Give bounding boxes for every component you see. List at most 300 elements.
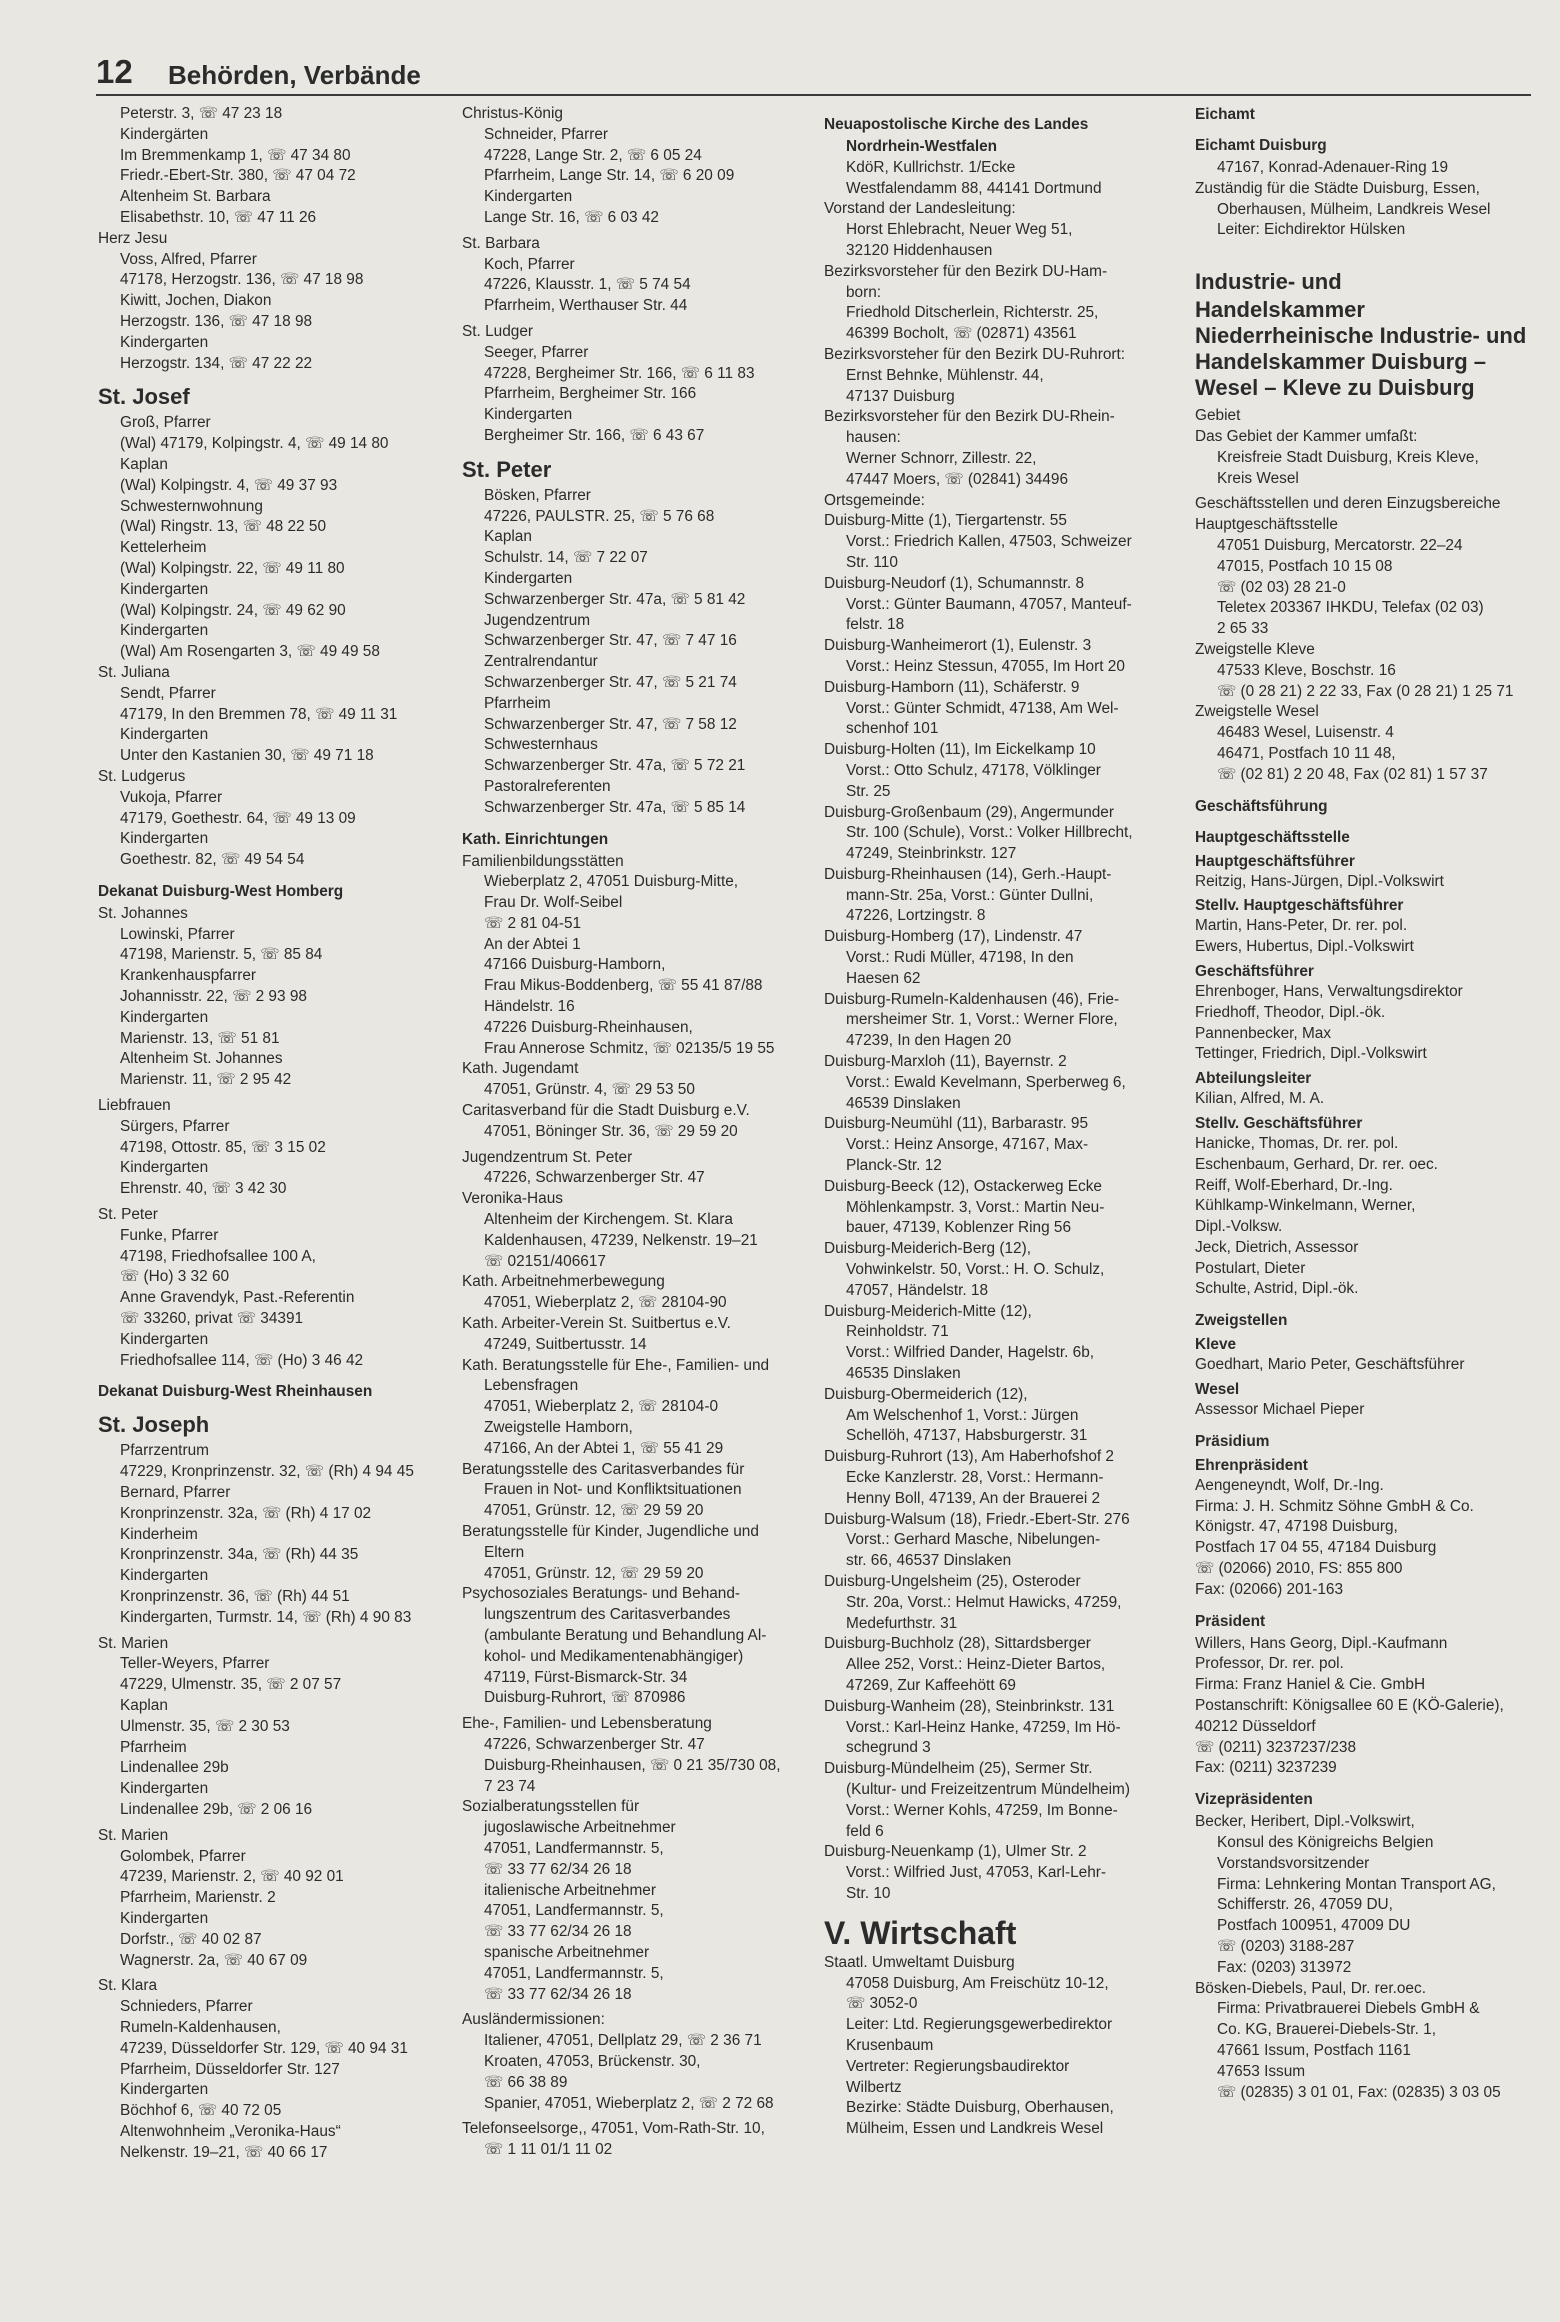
entry-line: KdöR, Kullrichstr. 1/Ecke <box>846 158 1016 176</box>
subsection-heading: Dekanat Duisburg-West Rheinhausen <box>98 1383 373 1401</box>
entry-line: 47653 Issum <box>1217 2062 1306 2080</box>
entry-line: str. 66, 46537 Dinslaken <box>846 1552 1012 1570</box>
entry-line: 47228, Bergheimer Str. 166, ☏ 6 11 83 <box>484 364 755 382</box>
entry-line: Schwarzenberger Str. 47a, ☏ 5 72 21 <box>484 757 746 775</box>
entry-line: Postfach 100951, 47009 DU <box>1217 1917 1411 1935</box>
entry-line: Vorst.: Ewald Kevelmann, Sperberweg 6, <box>846 1073 1126 1091</box>
entry-line: Str. 100 (Schule), Vorst.: Volker Hillbrecht, <box>846 824 1133 842</box>
entry-line: Familienbildungsstätten <box>462 852 624 870</box>
entry-line: Kath. Arbeitnehmerbewegung <box>462 1273 665 1291</box>
entry-line: Vorst.: Heinz Stessun, 47055, Im Hort 20 <box>846 657 1125 675</box>
entry-line: italienische Arbeitnehmer <box>484 1881 656 1899</box>
entry-line: ☏ (02 03) 28 21-0 <box>1217 578 1346 596</box>
subsection-heading: Hauptgeschäftsführer <box>1195 852 1355 870</box>
entry-line: Bezirke: Städte Duisburg, Oberhausen, <box>846 2099 1114 2117</box>
entry-line: Seeger, Pfarrer <box>484 343 589 361</box>
entry-line: Duisburg-Neuenkamp (1), Ulmer Str. 2 <box>824 1843 1087 1861</box>
entry-line: 47179, Goethestr. 64, ☏ 49 13 09 <box>120 809 356 827</box>
entry-line: Bergheimer Str. 166, ☏ 6 43 67 <box>484 426 705 444</box>
entry-line: ☏ (02 81) 2 20 48, Fax (02 81) 1 57 37 <box>1217 765 1488 783</box>
entry-line: Friedhoff, Theodor, Dipl.-ök. <box>1195 1003 1386 1021</box>
entry-line: Tettinger, Friedrich, Dipl.-Volkswirt <box>1195 1045 1427 1063</box>
entry-line: St. Johannes <box>98 904 188 922</box>
entry-line: Goethestr. 82, ☏ 49 54 54 <box>120 851 305 869</box>
entry-line: (Wal) Am Rosengarten 3, ☏ 49 49 58 <box>120 643 380 661</box>
entry-line: ☏ 66 38 89 <box>484 2073 568 2091</box>
entry-line: Telefonseelsorge,, 47051, Vom-Rath-Str. 10, <box>462 2120 765 2138</box>
chamber-heading: Wesel – Kleve zu Duisburg <box>1195 375 1475 401</box>
entry-line: Groß, Pfarrer <box>120 414 211 432</box>
entry-line: Postfach 17 04 55, 47184 Duisburg <box>1195 1539 1437 1557</box>
entry-line: 47051, Grünstr. 12, ☏ 29 59 20 <box>484 1502 704 1520</box>
entry-line: (ambulante Beratung und Behandlung Al- <box>484 1626 767 1644</box>
entry-line: Vorst.: Rudi Müller, 47198, In den <box>846 949 1074 967</box>
entry-line: Frau Annerose Schmitz, ☏ 02135/5 19 55 <box>484 1039 775 1057</box>
entry-line: Böchhof 6, ☏ 40 72 05 <box>120 2102 282 2120</box>
entry-line: Kindergarten <box>120 622 209 640</box>
entry-line: ☏ (0211) 3237237/238 <box>1195 1738 1357 1756</box>
entry-line: (Wal) 47179, Kolpingstr. 4, ☏ 49 14 80 <box>120 435 389 453</box>
entry-line: ☏ (Ho) 3 32 60 <box>120 1268 230 1286</box>
entry-line: Vorst.: Otto Schulz, 47178, Völklinger <box>846 761 1101 779</box>
entry-line: Jugendzentrum <box>484 611 591 629</box>
entry-line: Liebfrauen <box>98 1097 171 1115</box>
entry-line: Duisburg-Ruhrort (13), Am Haberhofshof 2 <box>824 1448 1114 1466</box>
column-4 <box>1195 104 1540 2103</box>
entry-line: Lange Str. 16, ☏ 6 03 42 <box>484 208 659 226</box>
subsection-heading: Stellv. Geschäftsführer <box>1195 1114 1363 1132</box>
subsection-heading: Vizepräsidenten <box>1195 1791 1313 1809</box>
entry-line: Funke, Pfarrer <box>120 1226 219 1244</box>
entry-line: Duisburg-Wanheimerort (1), Eulenstr. 3 <box>824 637 1092 655</box>
entry-line: Unter den Kastanien 30, ☏ 49 71 18 <box>120 747 374 765</box>
entry-line: Staatl. Umweltamt Duisburg <box>824 1953 1015 1971</box>
entry-line: ☏ 33 77 62/34 26 18 <box>484 1923 632 1941</box>
entry-line: An der Abtei 1 <box>484 935 581 953</box>
entry-line: Duisburg-Neumühl (11), Barbarastr. 95 <box>824 1115 1089 1133</box>
entry-line: Bezirksvorsteher für den Bezirk DU-Ham- <box>824 262 1108 280</box>
entry-line: Postanschrift: Königsallee 60 E (KÖ-Galerie), <box>1195 1697 1504 1715</box>
entry-line: Pfarrheim, Werthauser Str. 44 <box>484 297 688 315</box>
entry-line: Bernard, Pfarrer <box>120 1484 231 1502</box>
entry-line: Kindergarten <box>120 1909 209 1927</box>
entry-line: (Wal) Kolpingstr. 22, ☏ 49 11 80 <box>120 559 345 577</box>
entry-line: Sendt, Pfarrer <box>120 684 216 702</box>
entry-line: 47228, Lange Str. 2, ☏ 6 05 24 <box>484 146 702 164</box>
spacer <box>1195 241 1540 261</box>
entry-line: 46471, Postfach 10 11 48, <box>1217 744 1396 762</box>
chamber-heading: Industrie- und <box>1195 269 1342 295</box>
entry-line: Duisburg-Neudorf (1), Schumannstr. 8 <box>824 574 1085 592</box>
entry-line: Vorst.: Karl-Heinz Hanke, 47259, Im Hö- <box>846 1718 1121 1736</box>
entry-line: felstr. 18 <box>846 616 905 634</box>
entry-line: Duisburg-Ungelsheim (25), Osteroder <box>824 1572 1081 1590</box>
entry-line: Kindergarten <box>120 580 209 598</box>
entry-line: Kath. Beratungsstelle für Ehe-, Familien- und <box>462 1356 770 1374</box>
entry-line: Kreisfreie Stadt Duisburg, Kreis Kleve, <box>1217 448 1479 466</box>
entry-line: 47051, Grünstr. 12, ☏ 29 59 20 <box>484 1564 704 1582</box>
entry-line: Konsul des Königreichs Belgien <box>1217 1834 1434 1852</box>
entry-line: 47226 Duisburg-Rheinhausen, <box>484 1018 693 1036</box>
entry-line: Geschäftsstellen und deren Einzugsbereiche <box>1195 495 1501 513</box>
entry-line: Pfarrheim, Bergheimer Str. 166 <box>484 385 697 403</box>
entry-line: 47533 Kleve, Boschstr. 16 <box>1217 661 1396 679</box>
entry-line: Kühlkamp-Winkelmann, Werner, <box>1195 1197 1416 1215</box>
entry-line: kohol- und Medikamentenabhängiger) <box>484 1647 744 1665</box>
entry-line: 47051, Wieberplatz 2, ☏ 28104-90 <box>484 1294 727 1312</box>
entry-line: Pfarrheim <box>484 694 551 712</box>
entry-line: Horst Ehlebracht, Neuer Weg 51, <box>846 221 1073 239</box>
entry-line: Duisburg-Walsum (18), Friedr.-Ebert-Str. 276 <box>824 1510 1130 1528</box>
entry-line: Altenheim St. Barbara <box>120 188 271 206</box>
entry-line: Zweigstelle Hamborn, <box>484 1419 633 1437</box>
entry-line: Golombek, Pfarrer <box>120 1847 246 1865</box>
entry-line: Assessor Michael Pieper <box>1195 1401 1365 1419</box>
entry-line: Sürgers, Pfarrer <box>120 1117 230 1135</box>
entry-line: Beratungsstelle des Caritasverbandes für <box>462 1460 745 1478</box>
entry-line: Str. 25 <box>846 782 891 800</box>
entry-line: Bezirksvorsteher für den Bezirk DU-Rhein- <box>824 408 1115 426</box>
entry-line: Das Gebiet der Kammer umfaßt: <box>1195 427 1418 445</box>
entry-line: Kaplan <box>120 1696 168 1714</box>
entry-line: Möhlenkampstr. 3, Vorst.: Martin Neu- <box>846 1198 1105 1216</box>
entry-line: Kroaten, 47053, Brückenstr. 30, <box>484 2052 701 2070</box>
entry-line: Oberhausen, Mülheim, Landkreis Wesel <box>1217 200 1491 218</box>
entry-line: Pfarrheim, Marienstr. 2 <box>120 1889 276 1907</box>
entry-line: Duisburg-Buchholz (28), Sittardsberger <box>824 1635 1091 1653</box>
entry-line: Kindergarten <box>120 726 209 744</box>
entry-line: bauer, 47139, Koblenzer Ring 56 <box>846 1219 1072 1237</box>
section-heading: St. Josef <box>98 384 190 410</box>
entry-line: Ausländermissionen: <box>462 2011 605 2029</box>
entry-line: Ewers, Hubertus, Dipl.-Volkswirt <box>1195 938 1414 956</box>
entry-line: Anne Gravendyk, Past.-Referentin <box>120 1289 355 1307</box>
entry-line: Vorst.: Gerhard Masche, Nibelungen- <box>846 1531 1101 1549</box>
entry-line: Schnieders, Pfarrer <box>120 1998 253 2016</box>
entry-line: Kinderheim <box>120 1525 198 1543</box>
entry-line: St. Peter <box>98 1206 158 1224</box>
entry-line: Vertreter: Regierungsbaudirektor <box>846 2057 1070 2075</box>
subsection-heading: Kleve <box>1195 1336 1237 1354</box>
entry-line: St. Ludger <box>462 322 534 340</box>
entry-line: Kindergarten <box>120 830 209 848</box>
entry-line: Kronprinzenstr. 34a, ☏ (Rh) 44 35 <box>120 1546 359 1564</box>
subsection-heading: Geschäftsführung <box>1195 797 1328 815</box>
entry-line: Bösken, Pfarrer <box>484 486 591 504</box>
entry-line: 47051, Landfermannstr. 5, <box>484 1964 664 1982</box>
entry-line: Mülheim, Essen und Landkreis Wesel <box>846 2120 1104 2138</box>
entry-line: Kindergarten <box>120 1780 209 1798</box>
entry-line: (Wal) Kolpingstr. 24, ☏ 49 62 90 <box>120 601 346 619</box>
entry-line: Vorst.: Friedrich Kallen, 47503, Schweizer <box>846 533 1132 551</box>
entry-line: 47226, Lortzingstr. 8 <box>846 907 986 925</box>
entry-line: Planck-Str. 12 <box>846 1157 942 1175</box>
entry-line: 47051, Landfermannstr. 5, <box>484 1902 664 1920</box>
entry-line: Altenheim St. Johannes <box>120 1050 283 1068</box>
entry-line: Duisburg-Hamborn (11), Schäferstr. 9 <box>824 678 1080 696</box>
column-3 <box>824 104 1182 2140</box>
entry-line: Spanier, 47051, Wieberplatz 2, ☏ 2 72 68 <box>484 2094 774 2112</box>
entry-line: Hauptgeschäftsstelle <box>1195 516 1338 534</box>
entry-line: Firma: Franz Haniel & Cie. GmbH <box>1195 1676 1426 1694</box>
entry-line: Vorstandsvorsitzender <box>1217 1854 1370 1872</box>
entry-line: Kindergarten <box>120 333 209 351</box>
entry-line: Wilbertz <box>846 2078 902 2096</box>
entry-line: Schulte, Astrid, Dipl.-ök. <box>1195 1280 1359 1298</box>
entry-line: 47198, Ottostr. 85, ☏ 3 15 02 <box>120 1138 326 1156</box>
entry-line: Kindergarten <box>120 2081 209 2099</box>
entry-line: Kindergarten <box>484 569 573 587</box>
entry-line: Vorst.: Werner Kohls, 47259, Im Bonne- <box>846 1801 1118 1819</box>
entry-line: Frau Mikus-Boddenberg, ☏ 55 41 87/88 <box>484 977 763 995</box>
entry-line: Vukoja, Pfarrer <box>120 788 223 806</box>
page-header <box>96 52 1531 96</box>
entry-line: Lindenallee 29b <box>120 1759 229 1777</box>
entry-line: Co. KG, Brauerei-Diebels-Str. 1, <box>1217 2021 1436 2039</box>
entry-line: Professor, Dr. rer. pol. <box>1195 1655 1344 1673</box>
entry-line: Frauen in Not- und Konfliktsituationen <box>484 1481 742 1499</box>
entry-line: Schneider, Pfarrer <box>484 125 609 143</box>
section-heading: St. Joseph <box>98 1412 210 1438</box>
entry-line: Am Welschenhof 1, Vorst.: Jürgen <box>846 1406 1079 1424</box>
subsection-heading: Dekanat Duisburg-West Homberg <box>98 882 344 900</box>
entry-line: ☏ (0203) 3188-287 <box>1217 1938 1355 1956</box>
entry-line: Schifferstr. 26, 47059 DU, <box>1217 1896 1393 1914</box>
entry-line: schegrund 3 <box>846 1739 931 1757</box>
entry-line: Firma: Privatbrauerei Diebels GmbH & <box>1217 2000 1480 2018</box>
entry-line: Eschenbaum, Gerhard, Dr. rer. oec. <box>1195 1155 1438 1173</box>
subsection-heading: Eichamt <box>1195 106 1255 123</box>
entry-line: Werner Schnorr, Zillestr. 22, <box>846 449 1037 467</box>
entry-line: Kronprinzenstr. 32a, ☏ (Rh) 4 17 02 <box>120 1504 372 1522</box>
subsection-heading: Stellv. Hauptgeschäftsführer <box>1195 897 1404 915</box>
page-title: Behörden, Verbände <box>168 60 421 90</box>
entry-line: Christus-König <box>462 105 563 122</box>
entry-line: lungszentrum des Caritasverbandes <box>484 1606 731 1624</box>
entry-line: Friedhold Ditscherlein, Richterstr. 25, <box>846 304 1099 322</box>
entry-line: 47229, Kronprinzenstr. 32, ☏ (Rh) 4 94 45 <box>120 1463 414 1481</box>
entry-line: St. Juliana <box>98 663 170 681</box>
entry-line: 47051, Böninger Str. 36, ☏ 29 59 20 <box>484 1122 738 1140</box>
entry-line: Kath. Jugendamt <box>462 1060 579 1078</box>
entry-line: Duisburg-Beeck (12), Ostackerweg Ecke <box>824 1177 1102 1195</box>
entry-line: Str. 20a, Vorst.: Helmut Hawicks, 47259, <box>846 1593 1122 1611</box>
entry-line: Firma: Lehnkering Montan Transport AG, <box>1217 1875 1496 1893</box>
entry-line: Altenheim der Kirchengem. St. Klara <box>484 1211 733 1229</box>
entry-line: 47239, In den Hagen 20 <box>846 1032 1012 1050</box>
section-heading: St. Peter <box>462 456 552 482</box>
subsection-heading: Präsidium <box>1195 1432 1270 1450</box>
entry-line: ☏ 33 77 62/34 26 18 <box>484 1985 632 2003</box>
entry-line: 47167, Konrad-Adenauer-Ring 19 <box>1217 159 1449 176</box>
entry-line: Im Bremmenkamp 1, ☏ 47 34 80 <box>120 146 351 164</box>
entry-line: 47166, An der Abtei 1, ☏ 55 41 29 <box>484 1439 724 1457</box>
entry-line: Pannenbecker, Max <box>1195 1024 1332 1042</box>
entry-line: Wieberplatz 2, 47051 Duisburg-Mitte, <box>484 873 739 891</box>
subsection-heading: Abteilungsleiter <box>1195 1070 1312 1088</box>
entry-line: St. Marien <box>98 1826 169 1844</box>
entry-line: 47226, Klausstr. 1, ☏ 5 74 54 <box>484 276 691 294</box>
entry-line: Königstr. 47, 47198 Duisburg, <box>1195 1518 1398 1536</box>
entry-line: Bezirksvorsteher für den Bezirk DU-Ruhrort: <box>824 345 1126 363</box>
entry-line: Sozialberatungsstellen für <box>462 1798 640 1816</box>
entry-line: Leiter: Eichdirektor Hülsken <box>1217 221 1406 239</box>
subsection-heading: Nordrhein-Westfalen <box>846 138 998 155</box>
entry-line: Fax: (0211) 3237239 <box>1195 1759 1337 1777</box>
entry-line: Zentralrendantur <box>484 653 598 671</box>
entry-line: Elisabethstr. 10, ☏ 47 11 26 <box>120 208 317 226</box>
entry-line: Vorst.: Wilfried Dander, Hagelstr. 6b, <box>846 1344 1095 1362</box>
entry-line: Koch, Pfarrer <box>484 255 575 273</box>
entry-line: 46535 Dinslaken <box>846 1365 961 1383</box>
entry-line: Marienstr. 13, ☏ 51 81 <box>120 1029 280 1047</box>
entry-line: 47226, Schwarzenberger Str. 47 <box>484 1169 705 1187</box>
entry-line: jugoslawische Arbeitnehmer <box>484 1819 676 1837</box>
entry-line: Kindergarten <box>484 406 573 424</box>
entry-line: Duisburg-Holten (11), Im Eickelkamp 10 <box>824 741 1096 759</box>
entry-line: Teletex 203367 IHKDU, Telefax (02 03) <box>1217 599 1484 617</box>
entry-line: Schwarzenberger Str. 47a, ☏ 5 85 14 <box>484 798 746 816</box>
entry-line: Vorst.: Wilfried Just, 47053, Karl-Lehr- <box>846 1864 1107 1882</box>
entry-line: Ehe-, Familien- und Lebensberatung <box>462 1715 712 1733</box>
entry-line: Hanicke, Thomas, Dr. rer. pol. <box>1195 1134 1399 1152</box>
entry-line: Kindergarten <box>120 1330 209 1348</box>
entry-line: 47179, In den Bremmen 78, ☏ 49 11 31 <box>120 705 398 723</box>
entry-line: 47166 Duisburg-Hamborn, <box>484 956 666 974</box>
entry-line: Lebensfragen <box>484 1377 579 1395</box>
entry-line: Str. 110 <box>846 553 898 571</box>
entry-line: Schwarzenberger Str. 47, ☏ 5 21 74 <box>484 673 737 691</box>
chamber-heading: Handelskammer Duisburg – <box>1195 349 1486 375</box>
entry-line: Schwarzenberger Str. 47a, ☏ 5 81 42 <box>484 590 746 608</box>
entry-line: ☏ 2 81 04-51 <box>484 914 582 932</box>
entry-line: spanische Arbeitnehmer <box>484 1943 650 1961</box>
entry-line: Händelstr. 16 <box>484 998 575 1016</box>
entry-line: Ortsgemeinde: <box>824 491 925 509</box>
entry-line: 46399 Bocholt, ☏ (02871) 43561 <box>846 325 1077 343</box>
entry-line: (Wal) Ringstr. 13, ☏ 48 22 50 <box>120 518 327 536</box>
entry-line: 47447 Moers, ☏ (02841) 34496 <box>846 470 1069 488</box>
entry-line: Leiter: Ltd. Regierungsgewerbedirektor <box>846 2016 1113 2034</box>
subsection-heading: Kath. Einrichtungen <box>462 830 609 848</box>
entry-line: Peterstr. 3, ☏ 47 23 18 <box>120 105 283 122</box>
entry-line: Kindergarten <box>120 1159 209 1177</box>
entry-line: Duisburg-Rheinhausen, ☏ 0 21 35/730 08, <box>484 1756 781 1774</box>
entry-line: Schwesternwohnung <box>120 497 263 515</box>
entry-line: Pfarrheim, Lange Str. 14, ☏ 6 20 09 <box>484 167 735 185</box>
entry-line: feld 6 <box>846 1822 884 1840</box>
entry-line: Firma: J. H. Schmitz Söhne GmbH & Co. <box>1195 1497 1474 1515</box>
entry-line: Kindergärten <box>120 125 209 143</box>
entry-line: Schwarzenberger Str. 47, ☏ 7 47 16 <box>484 632 737 650</box>
entry-line: Bösken-Diebels, Paul, Dr. rer.oec. <box>1195 1979 1426 1997</box>
entry-line: 32120 Hiddenhausen <box>846 241 993 259</box>
entry-line: Gebiet <box>1195 407 1241 425</box>
entry-line: Wagnerstr. 2a, ☏ 40 67 09 <box>120 1951 308 1969</box>
entry-line: St. Ludgerus <box>98 767 186 785</box>
column-2 <box>462 104 817 2161</box>
entry-line: Vorstand der Landesleitung: <box>824 200 1016 218</box>
entry-line: Aengeneyndt, Wolf, Dr.-Ing. <box>1195 1476 1384 1494</box>
entry-line: Reinholdstr. 71 <box>846 1323 949 1341</box>
entry-line: Fax: (0203) 313972 <box>1217 1958 1352 1976</box>
subsection-heading: Wesel <box>1195 1381 1240 1399</box>
entry-line: ☏ 02151/406617 <box>484 1252 606 1270</box>
entry-line: 47226, Schwarzenberger Str. 47 <box>484 1735 705 1753</box>
entry-line: mersheimer Str. 1, Vorst.: Werner Flore, <box>846 1011 1118 1029</box>
entry-line: Duisburg-Wanheim (28), Steinbrinkstr. 131 <box>824 1697 1115 1715</box>
entry-line: Ernst Behnke, Mühlenstr. 44, <box>846 366 1044 384</box>
entry-line: born: <box>846 283 882 301</box>
entry-line: Henny Boll, 47139, An der Brauerei 2 <box>846 1489 1101 1507</box>
entry-line: Duisburg-Meiderich-Berg (12), <box>824 1240 1031 1258</box>
entry-line: 47239, Marienstr. 2, ☏ 40 92 01 <box>120 1868 344 1886</box>
entry-line: Zweigstelle Wesel <box>1195 703 1319 721</box>
entry-line: Willers, Hans Georg, Dipl.-Kaufmann <box>1195 1634 1448 1652</box>
entry-line: Eltern <box>484 1543 525 1561</box>
entry-line: Ulmenstr. 35, ☏ 2 30 53 <box>120 1717 290 1735</box>
entry-line: Voss, Alfred, Pfarrer <box>120 250 257 268</box>
entry-line: ☏ 33260, privat ☏ 34391 <box>120 1310 304 1328</box>
entry-line: Duisburg-Rumeln-Kaldenhausen (46), Frie- <box>824 990 1120 1008</box>
entry-line: (Wal) Kolpingstr. 4, ☏ 49 37 93 <box>120 476 338 494</box>
entry-line: Zweigstelle Kleve <box>1195 640 1315 658</box>
entry-line: Zuständig für die Städte Duisburg, Essen, <box>1195 179 1480 197</box>
entry-line: 40212 Düsseldorf <box>1195 1717 1316 1735</box>
subsection-heading: Geschäftsführer <box>1195 962 1314 980</box>
entry-line: Duisburg-Ruhrort, ☏ 870986 <box>484 1689 686 1707</box>
subsection-heading: Hauptgeschäftsstelle <box>1195 828 1350 846</box>
entry-line: Vorst.: Günter Schmidt, 47138, Am Wel- <box>846 699 1119 717</box>
entry-line: hausen: <box>846 429 901 447</box>
entry-line: 2 65 33 <box>1217 620 1269 638</box>
subsection-heading: Präsident <box>1195 1612 1266 1630</box>
entry-line: St. Marien <box>98 1634 169 1652</box>
entry-line: Kettelerheim <box>120 539 207 557</box>
entry-line: Marienstr. 11, ☏ 2 95 42 <box>120 1071 292 1089</box>
entry-line: Lindenallee 29b, ☏ 2 06 16 <box>120 1800 313 1818</box>
page-number: 12 <box>96 53 133 90</box>
entry-line: 47051, Landfermannstr. 5, <box>484 1839 664 1857</box>
entry-line: Reitzig, Hans-Jürgen, Dipl.-Volkswirt <box>1195 872 1444 890</box>
entry-line: 47058 Duisburg, Am Freischütz 10-12, <box>846 1974 1109 1992</box>
entry-line: Duisburg-Marxloh (11), Bayernstr. 2 <box>824 1053 1067 1071</box>
entry-line: schenhof 101 <box>846 720 939 738</box>
entry-line: 47057, Händelstr. 18 <box>846 1281 989 1299</box>
entry-line: 46483 Wesel, Luisenstr. 4 <box>1217 724 1394 742</box>
entry-line: Italiener, 47051, Dellplatz 29, ☏ 2 36 71 <box>484 2032 762 2050</box>
entry-line: Goedhart, Mario Peter, Geschäftsführer <box>1195 1356 1465 1374</box>
entry-line: 47051 Duisburg, Mercatorstr. 22–24 <box>1217 536 1463 554</box>
entry-line: Johannisstr. 22, ☏ 2 93 98 <box>120 988 307 1006</box>
entry-line: Pfarrheim <box>120 1738 187 1756</box>
entry-line: ☏ 33 77 62/34 26 18 <box>484 1860 632 1878</box>
entry-line: Duisburg-Homberg (17), Lindenstr. 47 <box>824 928 1083 946</box>
entry-line: 47269, Zur Kaffeehött 69 <box>846 1676 1016 1694</box>
entry-line: 47661 Issum, Postfach 1161 <box>1217 2042 1411 2059</box>
entry-line: Duisburg-Obermeiderich (12), <box>824 1385 1028 1403</box>
entry-line: Frau Dr. Wolf-Seibel <box>484 894 623 912</box>
chamber-heading: Handelskammer <box>1195 297 1365 323</box>
entry-line: Caritasverband für die Stadt Duisburg e.V. <box>462 1102 750 1120</box>
entry-line: 47226, PAULSTR. 25, ☏ 5 76 68 <box>484 507 715 525</box>
entry-line: Allee 252, Vorst.: Heinz-Dieter Bartos, <box>846 1656 1106 1674</box>
entry-line: Westfalendamm 88, 44141 Dortmund <box>846 179 1102 197</box>
entry-line: ☏ (0 28 21) 2 22 33, Fax (0 28 21) 1 25 71 <box>1217 682 1514 700</box>
entry-line: Psychosoziales Beratungs- und Behand- <box>462 1585 741 1603</box>
entry-line: 47015, Postfach 10 15 08 <box>1217 557 1393 575</box>
entry-line: Ehrenstr. 40, ☏ 3 42 30 <box>120 1180 287 1198</box>
